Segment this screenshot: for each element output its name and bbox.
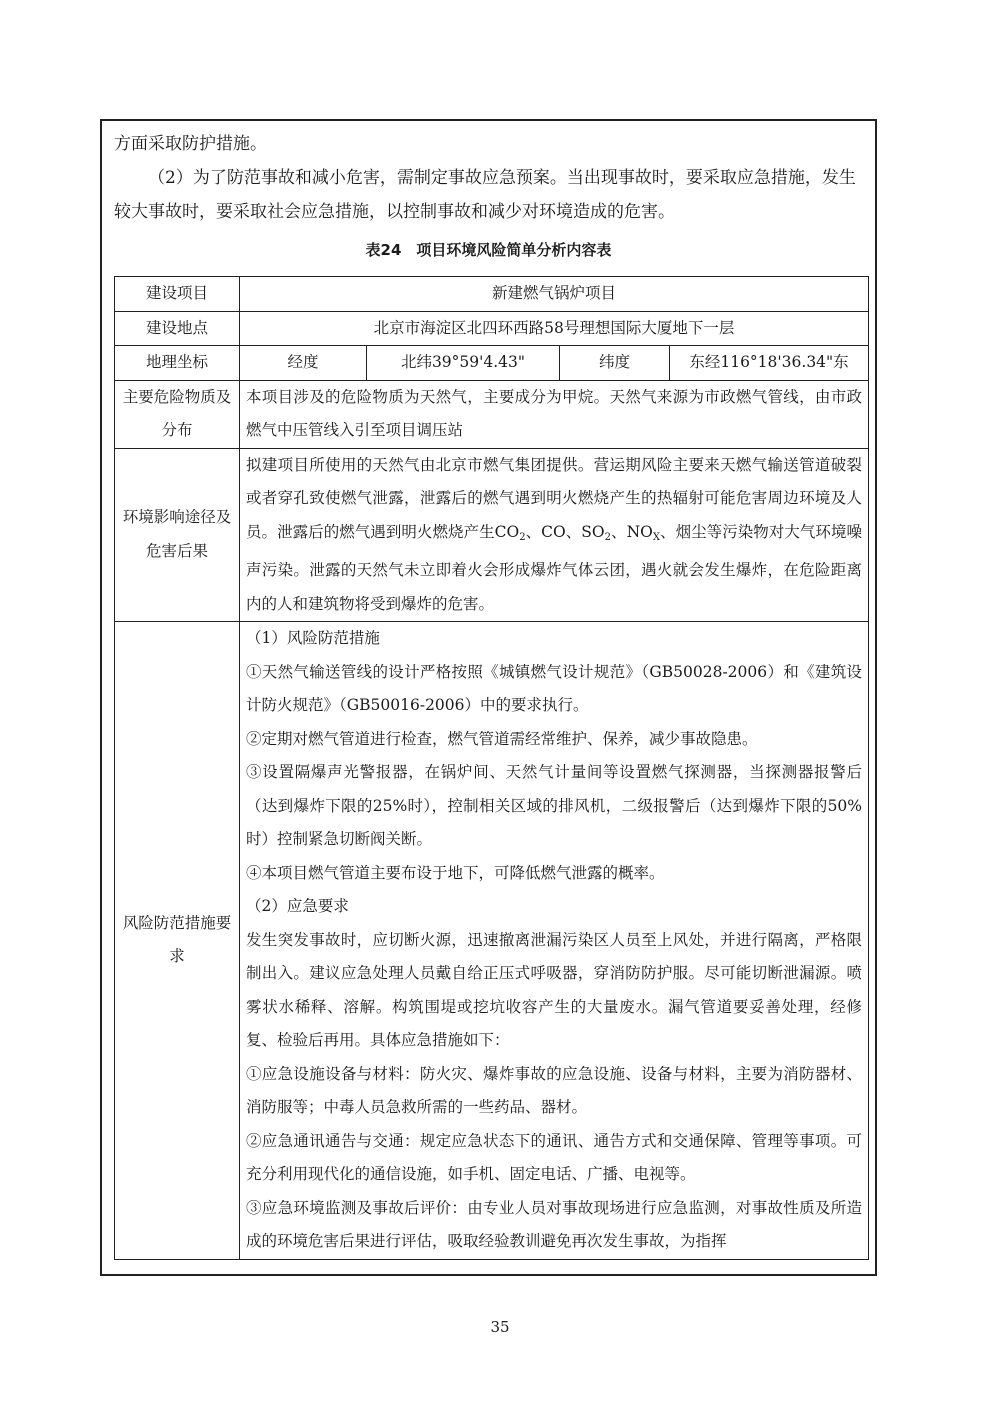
measure-item: ③设置隔爆声光警报器，在锅炉间、天然气计量间等设置燃气探测器，当探测器报警后（达到爆炸下限的25%时），控制相关区域的排风机，二级报警后（达到爆炸下限的50%时）控制紧急切断阀关断。 [246,763,863,848]
measure-item: 发生突发事故时，应切断火源，迅速撤离泄漏污染区人员至上风处，并进行隔离，严格限制出入。建议应急处理人员戴自给正压式呼吸器，穿消防防护服。尽可能切断泄漏源。喷雾状水稀释、溶解。构筑围堤或挖坑收容产生的大量废水。漏气管道要妥善处理，经修复、检验后再用。具体应急措施如下： [246,930,863,1049]
page-number: 35 [490,1318,510,1336]
measures-cell [240,622,869,1260]
hazard-label: 主要危险物质及分布 [115,380,240,448]
page-frame [100,119,877,1276]
project-value: 新建燃气锅炉项目 [240,277,869,312]
coord-label: 地理坐标 [115,346,240,381]
measure-item: ①天然气输送管线的设计严格按照《城镇燃气设计规范》（GB50028-2006）和《建筑设计防火规范》（GB50016-2006）中的要求执行。 [246,662,863,714]
measure-item: ②定期对燃气管道进行检查，燃气管道需经常维护、保养，减少事故隐患。 [246,729,758,748]
impact-text-a: 拟建项目所使用的天然气由北京市燃气集团提供。营运期风险主要来天燃气输送管道破裂或者穿孔致使燃气泄露，泄露后的燃气遇到明火燃烧产生的热辐射可能危害周边环境及人员。泄露后的燃气遇到明火燃烧产生CO [246,455,863,541]
measure-item: （1）风险防范措施 [246,629,380,647]
intro-line-1: 方面采取防护措施。 [114,134,267,154]
project-label: 建设项目 [115,277,240,312]
impact-text [240,448,869,622]
site-value: 北京市海淀区北四环西路58号理想国际大厦地下一层 [240,311,869,346]
measure-item: ②应急通讯通告与交通：规定应急状态下的通讯、通告方式和交通保障、管理等事项。可充分利用现代化的通信设施，如手机、固定电话、广播、电视等。 [246,1131,863,1183]
impact-label: 环境影响途径及危害后果 [115,448,240,622]
risk-analysis-table [114,276,869,1260]
measure-item: ①应急设施设备与材料：防火灾、爆炸事故的应急设施、设备与材料，主要为消防器材、消防服等；中毒人员急救所需的一些药品、器材。 [246,1064,863,1116]
measure-item: ③应急环境监测及事故后评价：由专业人员对事故现场进行应急监测，对事故性质及所造成的环境危害后果进行评估，吸取经验教训避免再次发生事故，为指挥 [246,1198,863,1250]
table-row [115,380,869,448]
impact-text-b: 、CO、SO [525,522,605,541]
intro-paragraph-2: （2）为了防范事故和减小危害，需制定事故应急预案。当出现事故时，要采取应急措施，发生较大事故时，要采取社会应急措施，以控制事故和减少对环境造成的危害。 [114,168,856,222]
subscript-2: 2 [604,531,612,543]
lat-label: 纬度 [560,346,670,381]
table-row [115,346,869,381]
intro-text [114,127,865,229]
table-caption: 表24 项目环境风险简单分析内容表 [365,241,612,259]
subscript-x: X [652,531,660,543]
site-label: 建设地点 [115,311,240,346]
measure-item: （2）应急要求 [246,897,349,915]
lat-value: 东经116°18'36.34"东 [670,346,869,381]
hazard-text: 本项目涉及的危险物质为天然气，主要成分为甲烷。天然气来源为市政燃气管线，由市政燃气中压管线入引至项目调压站 [240,380,869,448]
lon-label: 经度 [240,346,367,381]
impact-text-c: 、NO [611,522,653,541]
table-row [115,448,869,622]
lon-value: 北纬39°59'4.43" [367,346,560,381]
table-row [115,277,869,312]
measures-label: 风险防范措施要求 [115,622,240,1260]
table-row [115,622,869,1260]
impact-text-d: 、烟尘等污染物对大气环境噪声污染。泄露的天然气未立即着火会形成爆炸气体云团，遇火就会发生爆炸，在危险距离内的人和建筑物将受到爆炸的危害。 [246,522,863,613]
measure-item: ④本项目燃气管道主要布设于地下，可降低燃气泄露的概率。 [246,863,665,882]
table-row [115,311,869,346]
subscript-2: 2 [519,531,526,543]
